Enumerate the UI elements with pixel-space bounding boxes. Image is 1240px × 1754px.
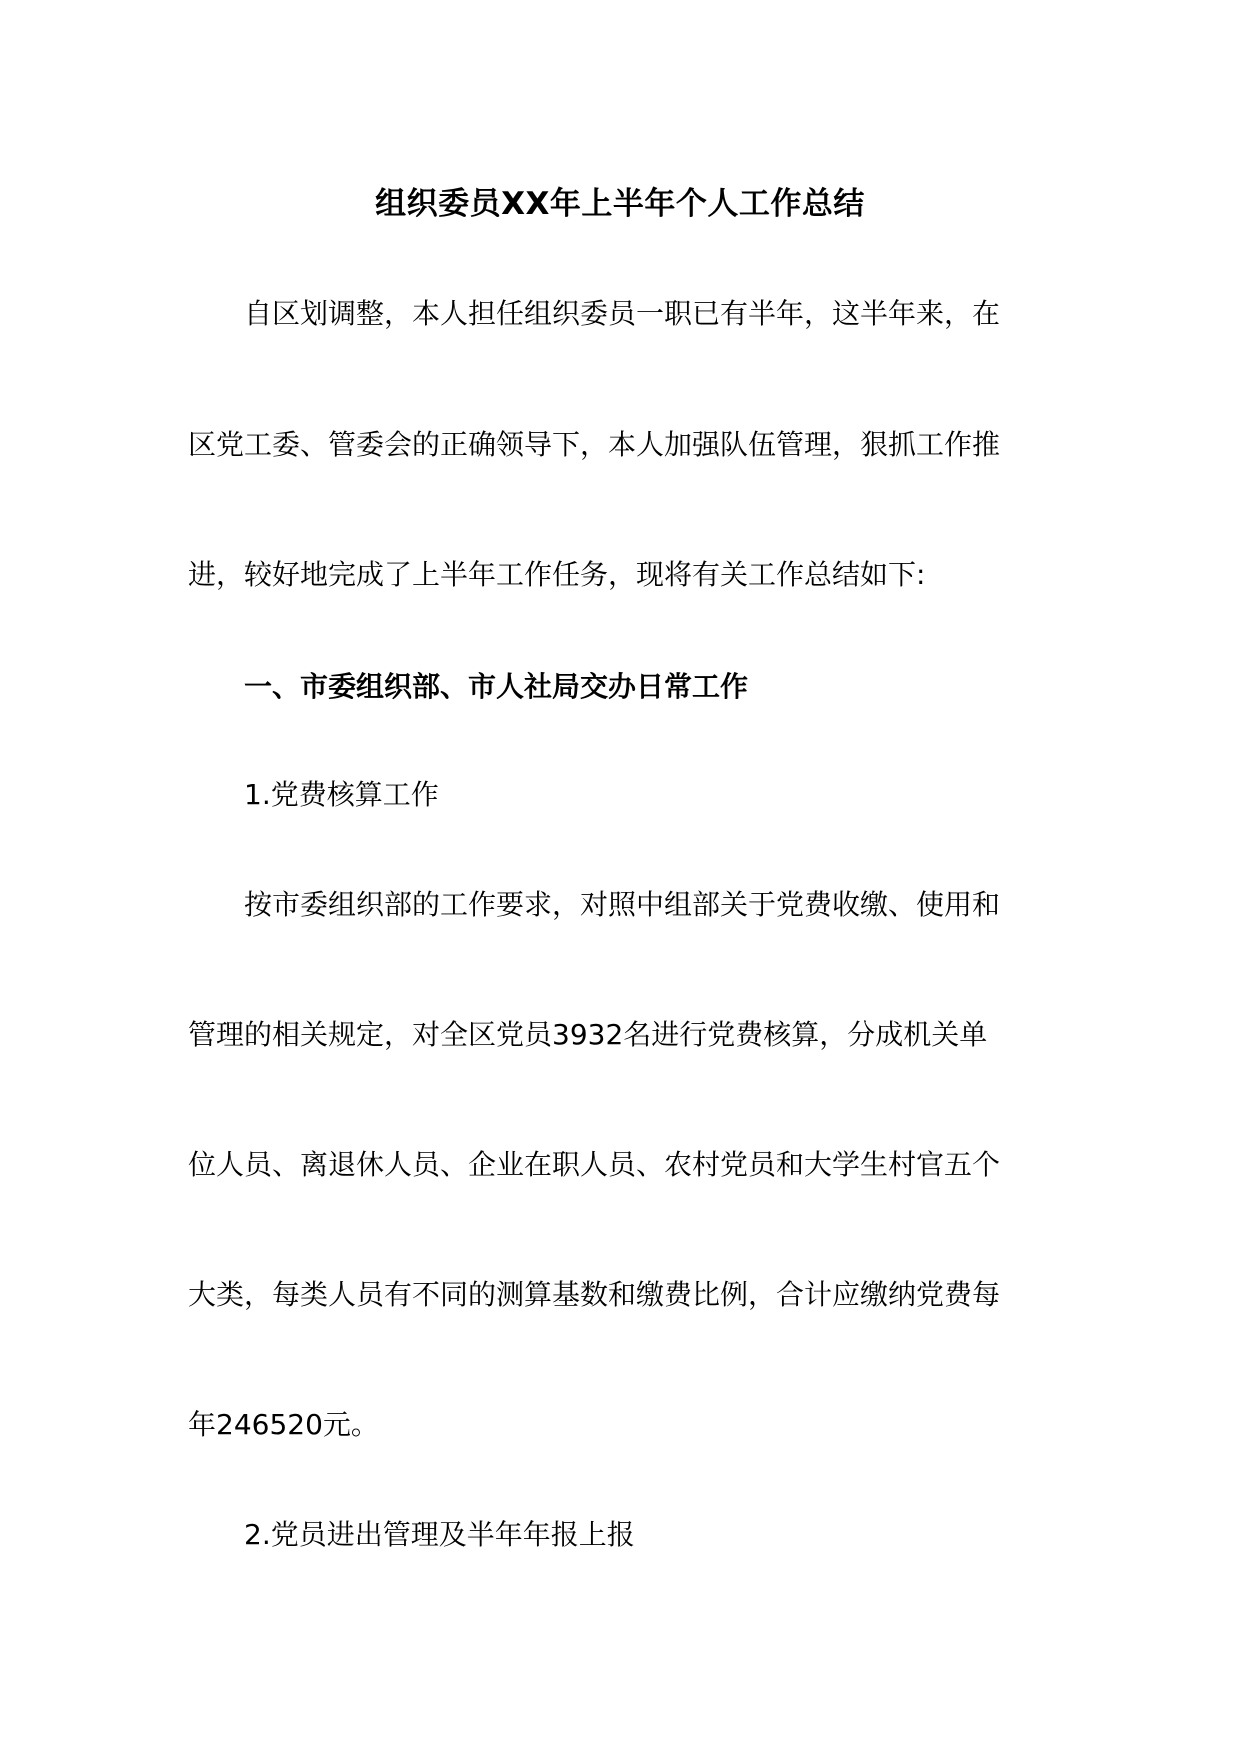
subsection1-line-3: 位人员、离退休人员、企业在职人员、农村党员和大学生村官五个 (188, 1148, 1001, 1181)
subsection1-line-5: 年246520元。 (188, 1408, 379, 1441)
subsection1-line-4: 大类，每类人员有不同的测算基数和缴费比例，合计应缴纳党费每 (188, 1278, 1001, 1311)
subsection1-line-2: 管理的相关规定，对全区党员3932名进行党费核算，分成机关单 (188, 1018, 988, 1051)
intro-line-2: 区党工委、管委会的正确领导下，本人加强队伍管理，狠抓工作推 (188, 428, 1001, 461)
subsection-title-2: 2.党员进出管理及半年年报上报 (244, 1518, 635, 1551)
intro-line-3: 进，较好地完成了上半年工作任务，现将有关工作总结如下: (188, 558, 926, 591)
subsection-title-1: 1.党费核算工作 (244, 778, 439, 811)
document-title: 组织委员XX年上半年个人工作总结 (375, 186, 865, 222)
section-heading-1: 一、市委组织部、市人社局交办日常工作 (244, 670, 749, 703)
subsection1-line-1: 按市委组织部的工作要求，对照中组部关于党费收缴、使用和 (244, 888, 1001, 921)
intro-line-1: 自区划调整，本人担任组织委员一职已有半年，这半年来，在 (244, 297, 1001, 330)
